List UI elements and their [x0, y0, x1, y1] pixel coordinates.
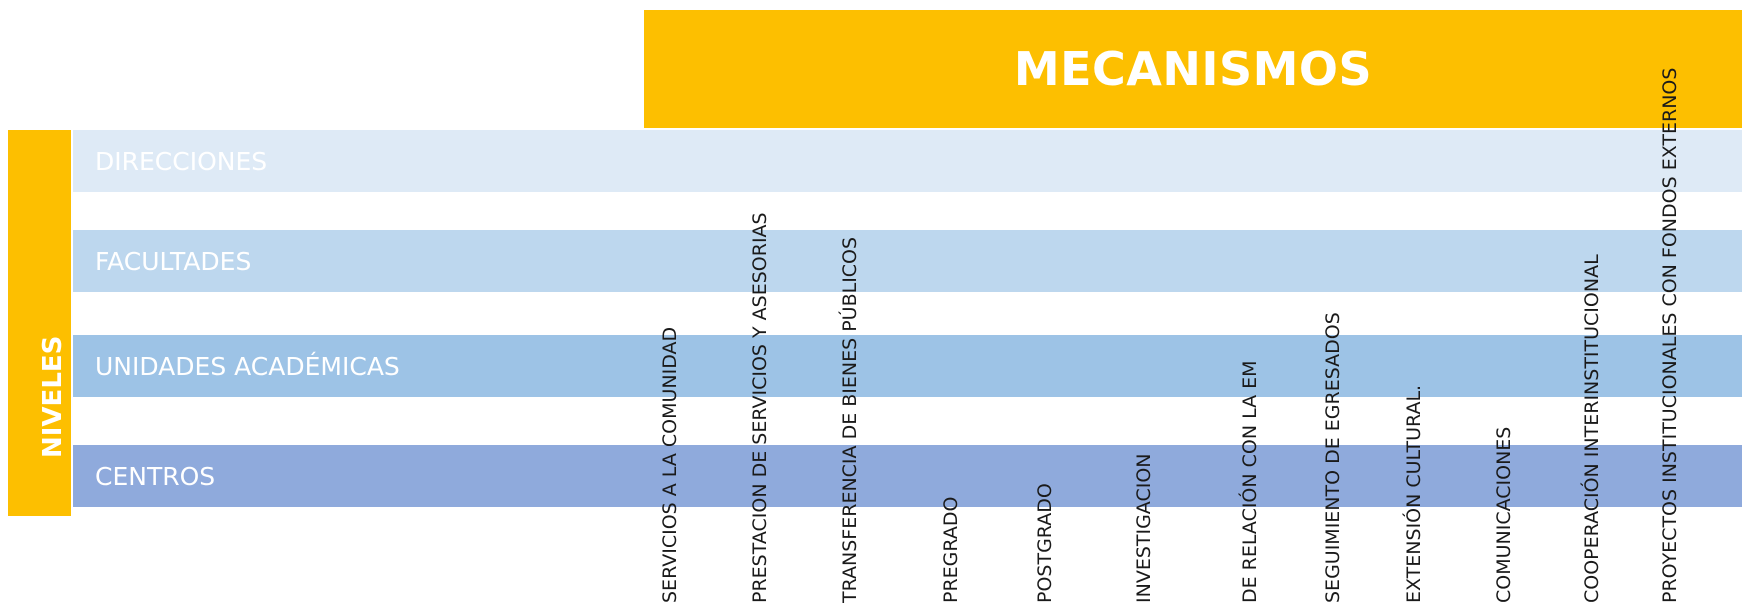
band-label: CENTROS [95, 461, 216, 491]
niveles-label: NIVELES [38, 335, 68, 458]
mecanismos-title: MECANISMOS [1013, 42, 1373, 96]
mecanismo-cooperacion: COOPERACIÓN INTERINSTITUCIONAL [1581, 254, 1603, 603]
niveles-bar [8, 130, 71, 516]
band-centros [73, 445, 1742, 507]
mecanismo-proyectos-institucionales: PROYECTOS INSTITUCIONALES CON FONDOS EXTERNOS [1659, 67, 1681, 603]
mecanismo-seguimiento-egresados: SEGUIMIENTO DE EGRESADOS [1322, 312, 1344, 603]
mecanismo-extension-cultural: EXTENSIÓN CULTURAL. [1403, 384, 1425, 603]
band-direcciones [73, 130, 1742, 192]
band-facultades [73, 230, 1742, 292]
band-label: FACULTADES [95, 246, 252, 276]
mecanismo-pregrado: PREGRADO [940, 496, 962, 603]
band-label: DIRECCIONES [95, 146, 268, 176]
mecanismo-comunicaciones: COMUNICACIONES [1493, 426, 1515, 603]
mecanismo-postgrado: POSTGRADO [1034, 483, 1056, 603]
band-label: UNIDADES ACADÉMICAS [95, 351, 400, 381]
mecanismo-prestacion-servicios: PRESTACION DE SERVICIOS Y ASESORIAS [749, 212, 771, 603]
mecanismo-investigacion: INVESTIGACION [1133, 453, 1155, 603]
mecanismo-transferencia-bienes: TRANSFERENCIA DE BIENES PÚBLICOS [839, 236, 861, 603]
band-unidades-academicas [73, 335, 1742, 397]
mecanismo-relacion-em: DE RELACIÓN CON LA EM [1239, 360, 1261, 603]
mecanismos-header [644, 10, 1742, 128]
mecanismo-servicios-comunidad: SERVICIOS A LA COMUNIDAD [659, 326, 681, 603]
